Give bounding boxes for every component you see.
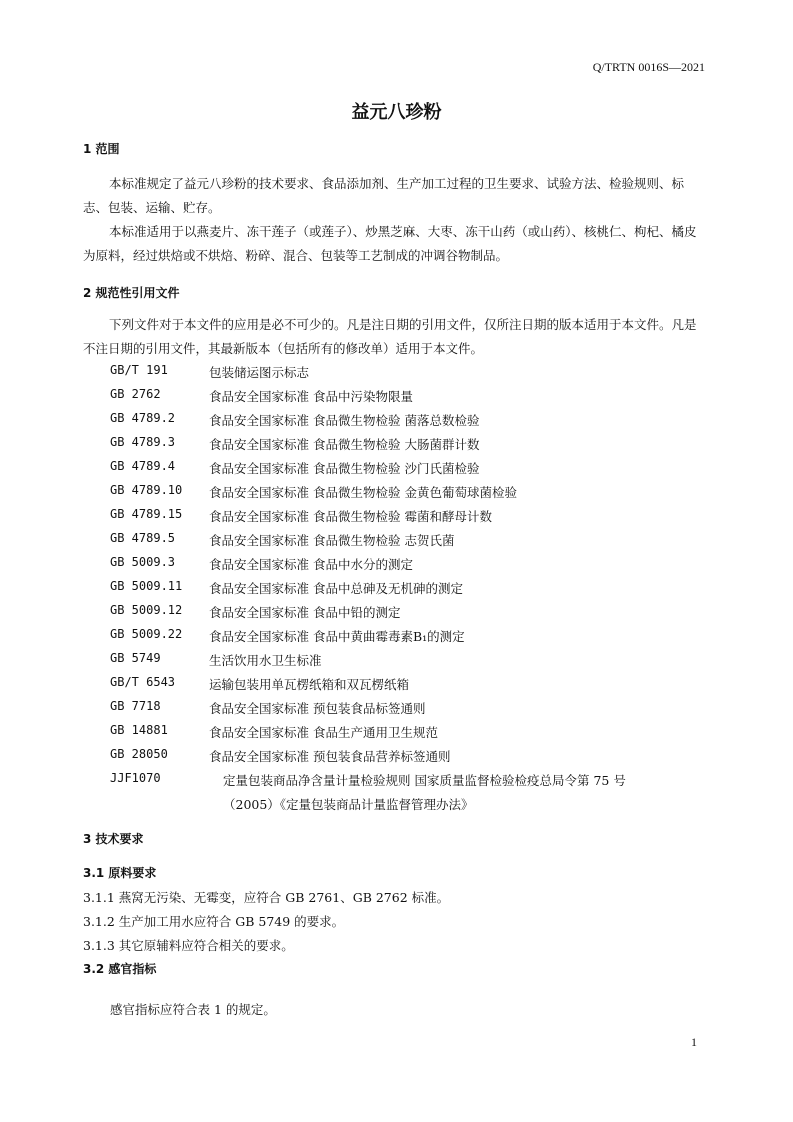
reference-code: GB 5749	[110, 651, 161, 665]
section-3-2-para: 感官指标应符合表 1 的规定。	[110, 1002, 276, 1017]
reference-code: GB 2762	[110, 387, 161, 401]
page-title: 益元八珍粉	[351, 102, 442, 123]
reference-item	[110, 387, 710, 411]
reference-code: GB 4789.5	[110, 531, 176, 545]
section-1-para-2-text: 本标准适用于以燕麦片、冻干莲子（或莲子）、炒黑芝麻、大枣、冻干山药（或山药）、核桃仁、枸杞、橘皮为原料，经过烘焙或不烘焙、粉碎、混合、包装等工艺制成的冲调谷物制品。	[83, 224, 697, 263]
section-3-1-heading: 3.1 原料要求	[83, 866, 157, 880]
reference-title: 食品安全国家标准 食品微生物检验 大肠菌群计数	[209, 437, 480, 452]
section-1-para-2	[83, 220, 708, 268]
reference-item	[110, 555, 710, 579]
reference-item	[110, 363, 710, 387]
reference-title: 食品安全国家标准 食品中总砷及无机砷的测定	[209, 581, 463, 596]
reference-code: GB/T 191	[110, 363, 168, 377]
reference-item	[110, 579, 710, 603]
reference-title: 食品安全国家标准 食品中铅的测定	[209, 605, 401, 620]
reference-title: 食品安全国家标准 预包装食品标签通则	[209, 701, 426, 716]
section-2-heading: 2 规范性引用文件	[83, 286, 180, 300]
reference-item	[110, 507, 710, 531]
reference-item	[110, 675, 710, 699]
clause-3-1-2: 3.1.2 生产加工用水应符合 GB 5749 的要求。	[83, 914, 345, 929]
clause-3-1-3: 3.1.3 其它原辅料应符合相关的要求。	[83, 938, 294, 953]
reference-code: GB 14881	[110, 723, 168, 737]
section-2-para	[83, 313, 708, 361]
reference-code: GB 5009.11	[110, 579, 183, 593]
page-number: 1	[691, 1035, 697, 1049]
reference-code: GB 4789.3	[110, 435, 176, 449]
reference-item	[110, 435, 710, 459]
reference-item	[110, 483, 710, 507]
reference-code: GB 5009.12	[110, 603, 183, 617]
reference-item	[110, 603, 710, 627]
standard-code: Q/TRTN 0016S—2021	[592, 60, 705, 74]
reference-title: 食品安全国家标准 食品中污染物限量	[209, 389, 413, 404]
section-3-heading: 3 技术要求	[83, 832, 144, 846]
reference-title: 包装储运图示标志	[209, 365, 310, 380]
reference-code: GB 4789.15	[110, 507, 183, 521]
reference-code: GB 5009.22	[110, 627, 183, 641]
section-2-para-text: 下列文件对于本文件的应用是必不可少的。凡是注日期的引用文件，仅所注日期的版本适用于本文件。凡是不注日期的引用文件，其最新版本（包括所有的修改单）适用于本文件。	[83, 317, 697, 356]
reference-item	[110, 459, 710, 483]
section-1-para-1	[83, 172, 708, 220]
reference-item	[110, 627, 710, 651]
reference-title: 食品安全国家标准 食品微生物检验 志贺氏菌	[209, 533, 455, 548]
reference-code: GB 5009.3	[110, 555, 176, 569]
reference-item-jjf	[110, 771, 710, 795]
reference-title: 食品安全国家标准 食品生产通用卫生规范	[209, 725, 438, 740]
reference-code: GB 7718	[110, 699, 161, 713]
reference-title: 运输包装用单瓦楞纸箱和双瓦楞纸箱	[209, 677, 410, 692]
reference-code: GB/T 6543	[110, 675, 176, 689]
reference-item	[110, 651, 710, 675]
reference-code: GB 4789.4	[110, 459, 176, 473]
reference-item	[110, 699, 710, 723]
reference-title: 定量包装商品净含量计量检验规则 国家质量监督检验检疫总局令第 75 号	[223, 773, 626, 788]
reference-title: 食品安全国家标准 预包装食品营养标签通则	[209, 749, 451, 764]
reference-title: 食品安全国家标准 食品微生物检验 霉菌和酵母计数	[209, 509, 492, 524]
reference-title: 食品安全国家标准 食品中水分的测定	[209, 557, 413, 572]
reference-code: GB 4789.2	[110, 411, 176, 425]
reference-title-cont: （2005）《定量包装商品计量监督管理办法》	[223, 797, 474, 812]
reference-code: GB 28050	[110, 747, 168, 761]
reference-item-jjf-cont	[110, 795, 710, 819]
section-3-2-heading: 3.2 感官指标	[83, 962, 157, 976]
reference-title: 食品安全国家标准 食品微生物检验 菌落总数检验	[209, 413, 480, 428]
reference-item	[110, 723, 710, 747]
reference-item	[110, 531, 710, 555]
clause-3-1-1: 3.1.1 燕窝无污染、无霉变，应符合 GB 2761、GB 2762 标准。	[83, 890, 450, 905]
reference-title: 生活饮用水卫生标准	[209, 653, 322, 668]
reference-item	[110, 747, 710, 771]
section-1-para-1-text: 本标准规定了益元八珍粉的技术要求、食品添加剂、生产加工过程的卫生要求、试验方法、检验规则、标志、包装、运输、贮存。	[83, 176, 685, 215]
section-1-heading: 1 范围	[83, 142, 120, 156]
reference-item	[110, 411, 710, 435]
reference-code: GB 4789.10	[110, 483, 183, 497]
reference-title: 食品安全国家标准 食品中黄曲霉毒素B₁的测定	[209, 629, 465, 644]
reference-title: 食品安全国家标准 食品微生物检验 沙门氏菌检验	[209, 461, 480, 476]
reference-code: JJF1070	[110, 771, 161, 785]
reference-title: 食品安全国家标准 食品微生物检验 金黄色葡萄球菌检验	[209, 485, 517, 500]
